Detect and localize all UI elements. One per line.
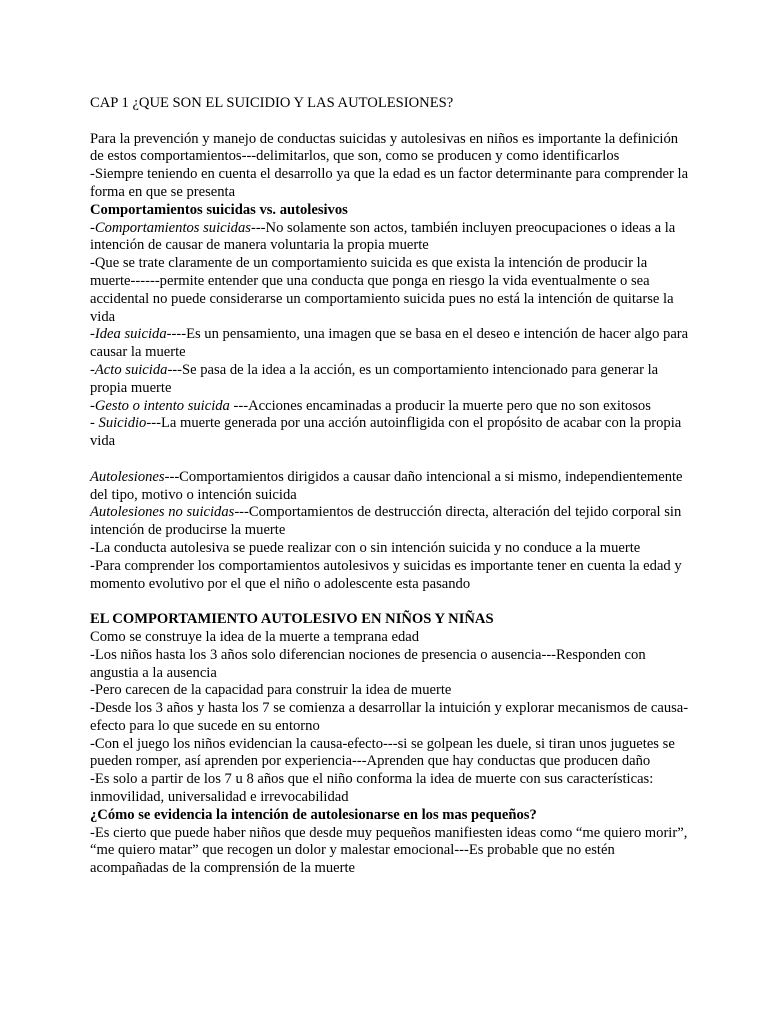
- intro-paragraph: Para la prevención y manejo de conductas suicidas y autolesivas en niños es importante la definición de estos comportamientos---delimitarlos, que son, como se producen y como identificarlos: [90, 130, 679, 165]
- subheading-como-se-evidencia: ¿Cómo se evidencia la intención de autolesionarse en los mas pequeños?: [90, 806, 537, 823]
- spacer: [90, 451, 690, 469]
- definition-term: Autolesiones no suicidas: [90, 504, 235, 521]
- paragraph-juego: -Con el juego los niños evidencian la causa-efecto---si se golpean les duele, si tiran unos juguetes se pueden romper, así aprenden por experiencia---Aprenden que hay conductas que producen daño: [90, 735, 675, 770]
- definition-text: ---Comportamientos dirigidos a causar daño intencional a si mismo, independientemente del tipo, motivo o intención suicida: [90, 468, 683, 503]
- paragraph-hasta-3: -Los niños hasta los 3 años solo diferencian nociones de presencia o ausencia---Responden con angustia a la ausencia: [90, 646, 646, 681]
- definition-text: ---La muerte generada por una acción autoinfligida con el propósito de acabar con la propia vida: [90, 415, 682, 450]
- paragraph-7-u-8: -Es solo a partir de los 7 u 8 años que el niño conforma la idea de muerte con sus características: inmovilidad, universalidad e irrevocabilidad: [90, 771, 654, 806]
- definition-term: Gesto o intento suicida: [94, 397, 230, 414]
- paragraph-es-cierto: -Es cierto que puede haber niños que desde muy pequeños manifiesten ideas como “me quiero morir”, “me quiero matar” que recogen un dolor y malestar emocional---Es probable que no estén acompañadas de la comprensión de la muerte: [90, 824, 688, 877]
- section-title-comportamiento-autolesivo: EL COMPORTAMIENTO AUTOLESIVO EN NIÑOS Y NIÑAS: [90, 611, 494, 628]
- paragraph-conducta-autolesiva: -La conducta autolesiva se puede realizar con o sin intención suicida y no conduce a la muerte: [90, 539, 641, 556]
- definition-term: Autolesiones: [90, 468, 165, 485]
- definition-text: ---Comportamientos de destrucción directa, alteración del tejido corporal sin intención de producirse la muerte: [90, 504, 682, 539]
- chapter-title: CAP 1 ¿QUE SON EL SUICIDIO Y LAS AUTOLESIONES?: [90, 95, 454, 111]
- definition-prefix: -: [90, 219, 95, 236]
- paragraph-comprender: -Para comprender los comportamientos autolesivos y suicidas es importante tener en cuenta la edad y momento evolutivo por el que el niño o adolescente esta pasando: [90, 557, 682, 592]
- definition-text: ---No solamente son actos, también incluyen preocupaciones o ideas a la intención de causar de manera voluntaria la propia muerte: [90, 219, 676, 254]
- definition-idea-suicida: [90, 326, 690, 362]
- definition-gesto-intento: [90, 398, 690, 416]
- paragraph-intencion: -Que se trate claramente de un comportamiento suicida es que exista la intención de producir la muerte------permite entender que una conducta que ponga en riesgo la vida eventualmente o sea accidental no puede considerarse un comportamiento suicida pues no está la intención de quitarse la vida: [90, 255, 674, 325]
- definition-prefix: -: [90, 397, 95, 414]
- paragraph-carecen: -Pero carecen de la capacidad para construir la idea de muerte: [90, 682, 452, 699]
- spacer: [90, 593, 690, 611]
- definition-suicidio: [90, 415, 690, 451]
- document-page: [90, 95, 690, 878]
- paragraph-idea-muerte: Como se construye la idea de la muerte a temprana edad: [90, 628, 420, 645]
- definition-acto-suicida: [90, 362, 690, 398]
- definition-term: Idea suicida: [94, 326, 167, 343]
- definition-term: Comportamientos suicidas: [94, 219, 251, 236]
- definition-autolesiones-no-suicidas: [90, 504, 690, 540]
- subheading-comportamientos: Comportamientos suicidas vs. autolesivos: [90, 201, 348, 218]
- definition-text: ----Es un pensamiento, una imagen que se basa en el deseo e intención de hacer algo para causar la muerte: [90, 326, 689, 361]
- definition-term: Suicidio: [98, 415, 147, 432]
- definition-prefix: -: [90, 326, 95, 343]
- definition-comportamientos-suicidas: [90, 220, 690, 256]
- intro-paragraph-2: -Siempre teniendo en cuenta el desarrollo ya que la edad es un factor determinante para comprender la forma en que se presenta: [90, 166, 689, 200]
- definition-autolesiones: [90, 469, 690, 505]
- definition-text: ---Acciones encaminadas a producir la muerte pero que no son exitosos: [229, 397, 651, 414]
- paragraph-3-a-7: -Desde los 3 años y hasta los 7 se comienza a desarrollar la intuición y explorar mecanismos de causa-efecto para lo que sucede en su entorno: [90, 700, 689, 734]
- definition-term: Acto suicida: [94, 361, 168, 378]
- definition-prefix: -: [90, 415, 99, 432]
- definition-prefix: -: [90, 361, 95, 378]
- spacer: [90, 113, 690, 131]
- definition-text: ---Se pasa de la idea a la acción, es un comportamiento intencionado para generar la propia muerte: [90, 361, 659, 396]
